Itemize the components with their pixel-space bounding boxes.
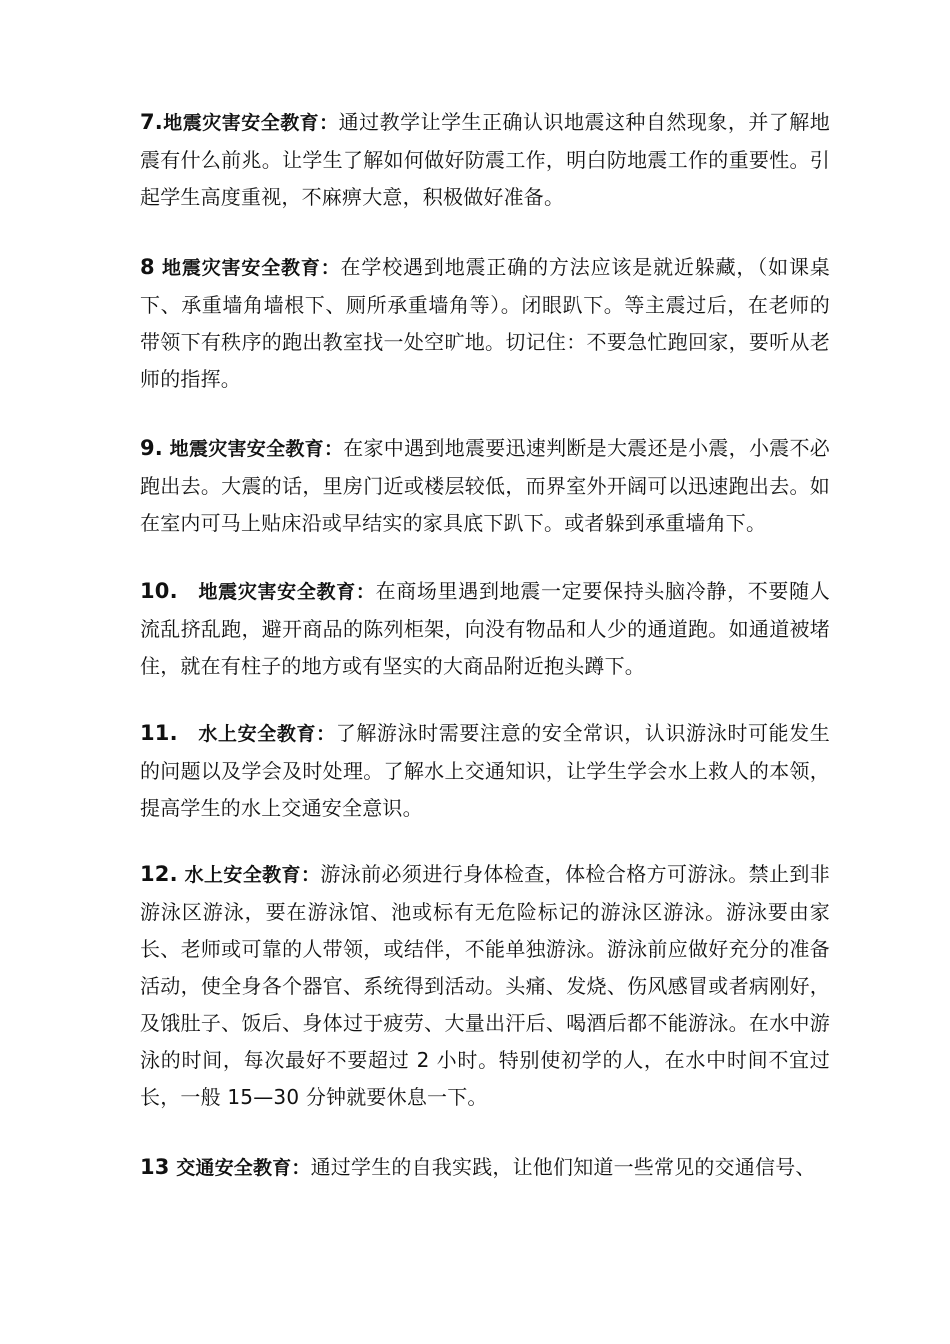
paragraph-heading: 交通安全教育： [176,1157,311,1179]
paragraph-8 [140,249,830,398]
paragraph-10 [140,573,830,685]
paragraph-number: 12. [140,862,178,886]
paragraph-number: 9. [140,436,163,460]
paragraph-13 [140,1149,830,1187]
paragraph-7 [140,104,830,216]
paragraph-heading: 地震灾害安全教育： [198,581,376,603]
paragraph-number: 11. [140,721,178,745]
paragraph-9 [140,430,830,542]
paragraph-text: 通过教学让学生正确认识地震这种自然现象，并了解地震有什么前兆。让学生了解如何做好防震工作，明白防地震工作的重要性。引起学生高度重视，不麻痹大意，积极做好准备。 [140,110,830,209]
paragraph-number: 8 [140,255,155,279]
paragraph-text: 在家中遇到地震要迅速判断是大震还是小震，小震不必跑出去。大震的话，里房门近或楼层较低，而界室外开阔可以迅速跑出去。如在室内可马上贴床沿或早结实的家具底下趴下。或者躲到承重墙角下。 [140,436,830,535]
paragraph-heading: 地震灾害安全教育： [163,112,339,134]
paragraph-text: 通过学生的自我实践，让他们知道一些常见的交通信号、 [310,1155,816,1179]
paragraph-heading: 地震灾害安全教育： [169,438,344,460]
paragraph-number: 10. [140,579,178,603]
paragraph-number: 7. [140,110,163,134]
paragraph-12 [140,856,830,1116]
paragraph-heading: 水上安全教育： [184,864,321,886]
paragraph-text: 在商场里遇到地震一定要保持头脑冷静，不要随人流乱挤乱跑，避开商品的陈列柜架，向没有物品和人少的通道跑。如通道被堵住，就在有柱子的地方或有坚实的大商品附近抱头蹲下。 [140,579,830,678]
paragraph-text: 在学校遇到地震正确的方法应该是就近躲藏，（如课桌下、承重墙角墙根下、厕所承重墙角等）。闭眼趴下。等主震过后，在老师的带领下有秩序的跑出教室找一处空旷地。切记住：不要急忙跑回家，要听从老师的指挥。 [140,255,830,391]
paragraph-text: 了解游泳时需要注意的安全常识，认识游泳时可能发生的问题以及学会及时处理。了解水上交通知识，让学生学会水上救人的本领，提高学生的水上交通安全意识。 [140,721,830,820]
paragraph-heading: 水上安全教育： [198,723,336,745]
paragraph-heading: 地震灾害安全教育： [162,257,341,279]
paragraph-text: 游泳前必须进行身体检查，体检合格方可游泳。禁止到非游泳区游泳，要在游泳馆、池或标有无危险标记的游泳区游泳。游泳要由家长、老师或可靠的人带领，或结伴，不能单独游泳。游泳前应做好充分的准备活动，使全身各个器官、系统得到活动。头痛、发烧、伤风感冒或者病刚好，及饿肚子、饭后、身体过于疲劳、大量出汗后、喝酒后都不能游泳。在水中游泳的时间，每次最好不要超过 2 小时。特别使初学的人，在水中时间不宜过长，一般 15—30 分钟就要休息一下。 [140,862,831,1109]
paragraph-11 [140,715,830,827]
paragraph-number: 13 [140,1155,170,1179]
